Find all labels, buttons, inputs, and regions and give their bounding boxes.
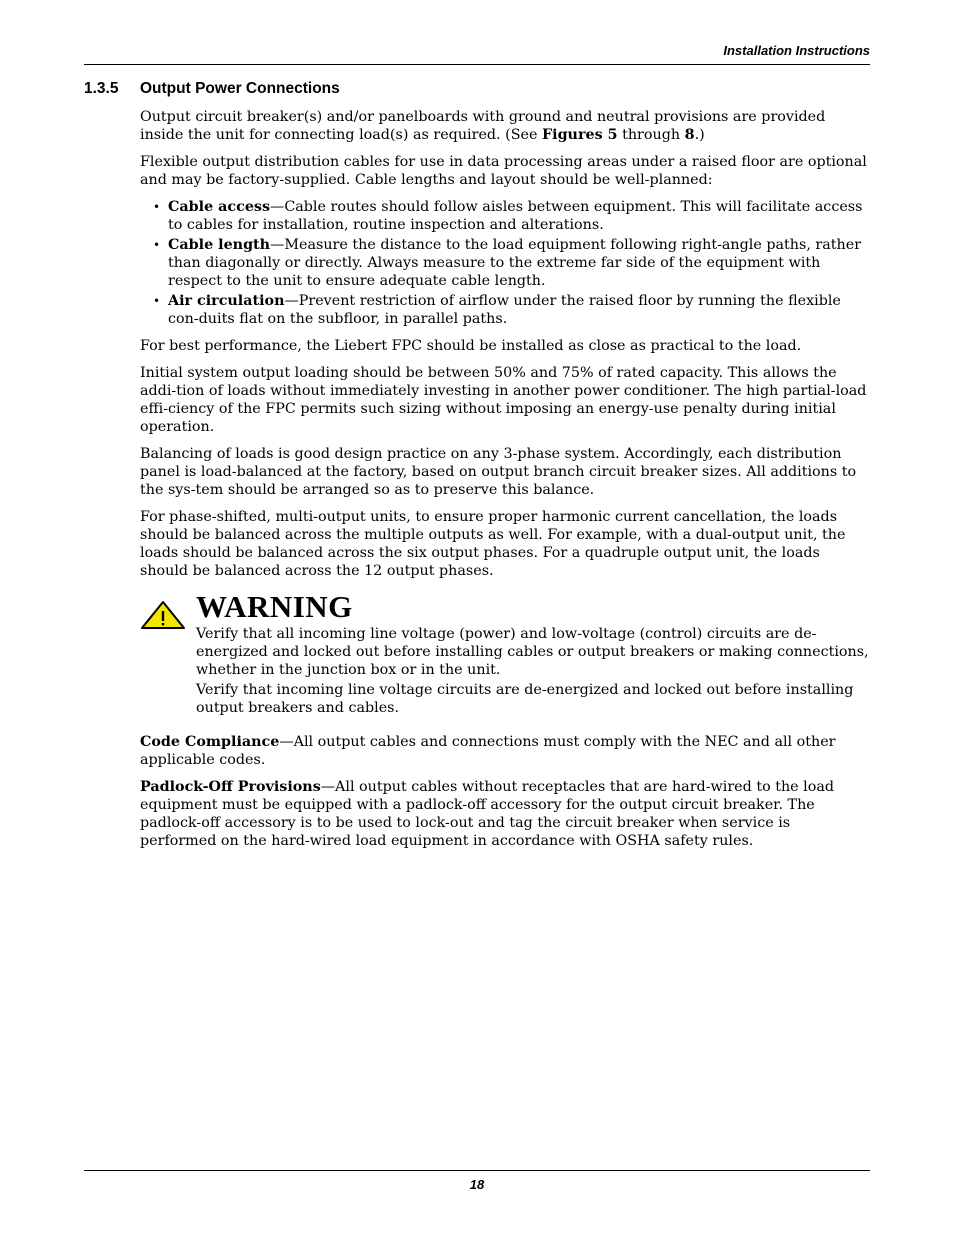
running-header: Installation Instructions	[723, 43, 870, 58]
section-number: 1.3.5	[84, 80, 119, 97]
paragraph-intro: Output circuit breaker(s) and/or panelboards with ground and neutral provisions are provided inside the unit for connecting load(s) as required. (See Figures 5 through 8.)	[140, 109, 826, 143]
list-item: • Cable length—Measure the distance to the load equipment following right-angle paths, rather than diagonally or directly. Always measure to the extreme far side of the equipment with respect to the unit to ensure adequate cable length.	[153, 237, 862, 289]
warning-triangle-icon	[140, 600, 186, 630]
paragraph-code-compliance: Code Compliance—All output cables and connections must comply with the NEC and all other applicable codes.	[140, 734, 836, 768]
paragraph-cables: Flexible output distribution cables for use in data processing areas under a raised floor are optional and may be factory-supplied. Cable lengths and layout should be well-planned:	[140, 154, 867, 188]
section-title: Output Power Connections	[140, 80, 340, 97]
list-item: • Air circulation—Prevent restriction of airflow under the raised floor by running the flexible con-duits flat on the subfloor, in parallel paths.	[153, 293, 841, 327]
body-text	[140, 108, 870, 859]
footer-rule	[84, 1170, 870, 1171]
paragraph-padlock: Padlock-Off Provisions—All output cables without receptacles that are hard-wired to the load equipment must be equipped with a padlock-off accessory for the output circuit breaker. The padlock-off accessory is to be used to lock-out and tag the circuit breaker when service is performed on the hard-wired load equipment in accordance with OSHA safety rules.	[140, 779, 835, 849]
warning-text-1: Verify that all incoming line voltage (power) and low-voltage (control) circuits are de-energized and locked out before installing cables or output breakers or making connections, whether in the junction box or in the unit.	[196, 626, 869, 678]
paragraph-loading: Initial system output loading should be between 50% and 75% of rated capacity. This allows the addi-tion of loads without immediately investing in another power conditioner. The high partial-load effi-ciency of the FPC permits such sizing without imposing an energy-use penalty during initial operation.	[140, 365, 867, 435]
header-rule	[84, 64, 870, 65]
warning-box	[140, 589, 870, 717]
paragraph-phase-shifted: For phase-shifted, multi-output units, to ensure proper harmonic current cancellation, the loads should be balanced across the multiple outputs as well. For example, with a dual-output unit, the loads should be balanced across the six output phases. For a quadruple output unit, the loads should be balanced across the 12 output phases.	[140, 509, 846, 579]
list-item: • Cable access—Cable routes should follow aisles between equipment. This will facilitate access to cables for installation, routine inspection and alterations.	[153, 199, 863, 233]
paragraph-performance: For best performance, the Liebert FPC should be installed as close as practical to the load.	[140, 338, 802, 354]
section-heading	[84, 80, 340, 98]
warning-text-2: Verify that incoming line voltage circuits are de-energized and locked out before installing output breakers and cables.	[196, 682, 854, 716]
cable-bullet-list	[140, 198, 870, 328]
warning-title: WARNING	[196, 589, 353, 624]
paragraph-balancing: Balancing of loads is good design practice on any 3-phase system. Accordingly, each distribution panel is load-balanced at the factory, based on output branch circuit breaker sizes. All additions to the sys-tem should be arranged so as to preserve this balance.	[140, 446, 857, 498]
page-number: 18	[469, 1177, 485, 1192]
